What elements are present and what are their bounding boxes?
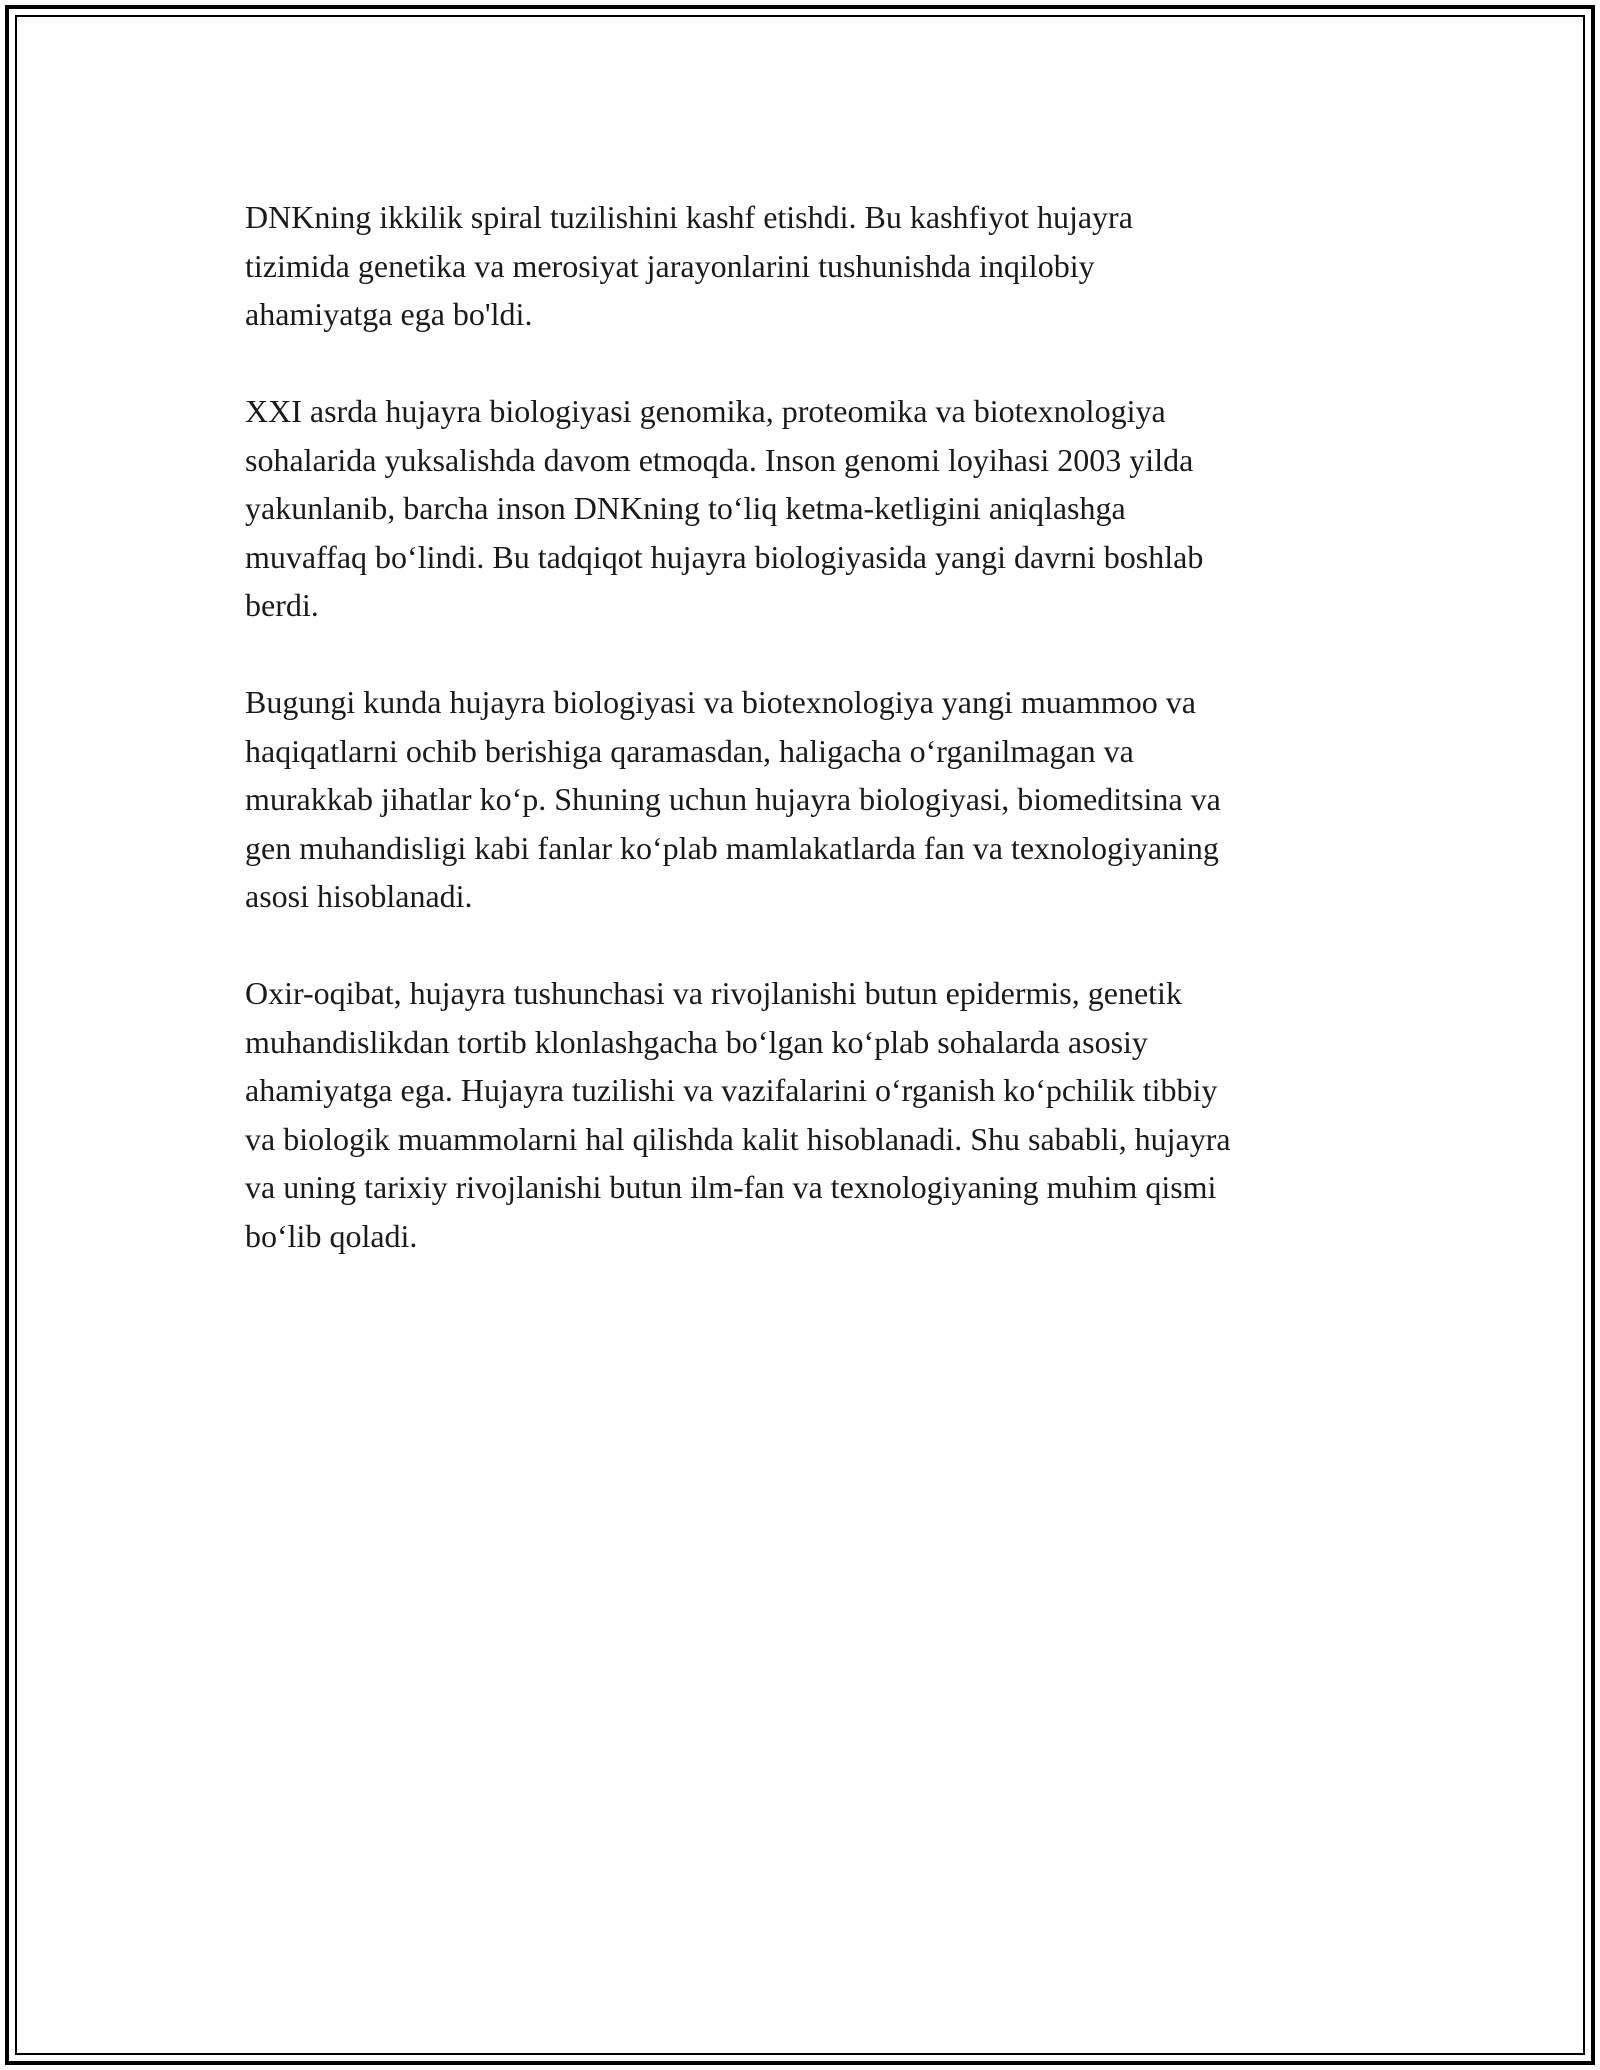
document-body [245, 193, 1395, 1309]
paragraph-xxi-century: XXI asrda hujayra biologiyasi genomika, proteomika va biotexnologiya sohalarida yuksalishda davom etmoqda. Inson genomi loyihasi 2003 yilda yakunlanib, barcha inson DNKning to‘liq ketma-ketligini aniqlashga muvaffaq bo‘lindi. Bu tadqiqot hujayra biologiyasida yangi davrni boshlab berdi. [245, 393, 1204, 623]
paragraph-conclusion: Oxir-oqibat, hujayra tushunchasi va rivojlanishi butun epidermis, genetik muhandislikdan tortib klonlashgacha bo‘lgan ko‘plab sohalarda asosiy ahamiyatga ega. Hujayra tuzilishi va vazifalarini o‘rganish ko‘pchilik tibbiy va biologik muammolarni hal qilishda kalit hisoblanadi. Shu sababli, hujayra va uning tarixiy rivojlanishi butun ilm-fan va texnologiyaning muhim qismi bo‘lib qoladi. [245, 975, 1231, 1254]
paragraph-today: Bugungi kunda hujayra biologiyasi va biotexnologiya yangi muammoo va haqiqatlarni ochib berishiga qaramasdan, haligacha o‘rganilmagan va murakkab jihatlar ko‘p. Shuning uchun hujayra biologiyasi, biomeditsina va gen muhandisligi kabi fanlar ko‘plab mamlakatlarda fan va texnologiyaning asosi hisoblanadi. [245, 684, 1221, 914]
paragraph-dna-discovery: DNKning ikkilik spiral tuzilishini kashf etishdi. Bu kashfiyot hujayra tizimida genetika va merosiyat jarayonlarini tushunishda inqilobiy ahamiyatga ega bo'ldi. [245, 199, 1133, 332]
page-frame [5, 5, 1595, 2065]
